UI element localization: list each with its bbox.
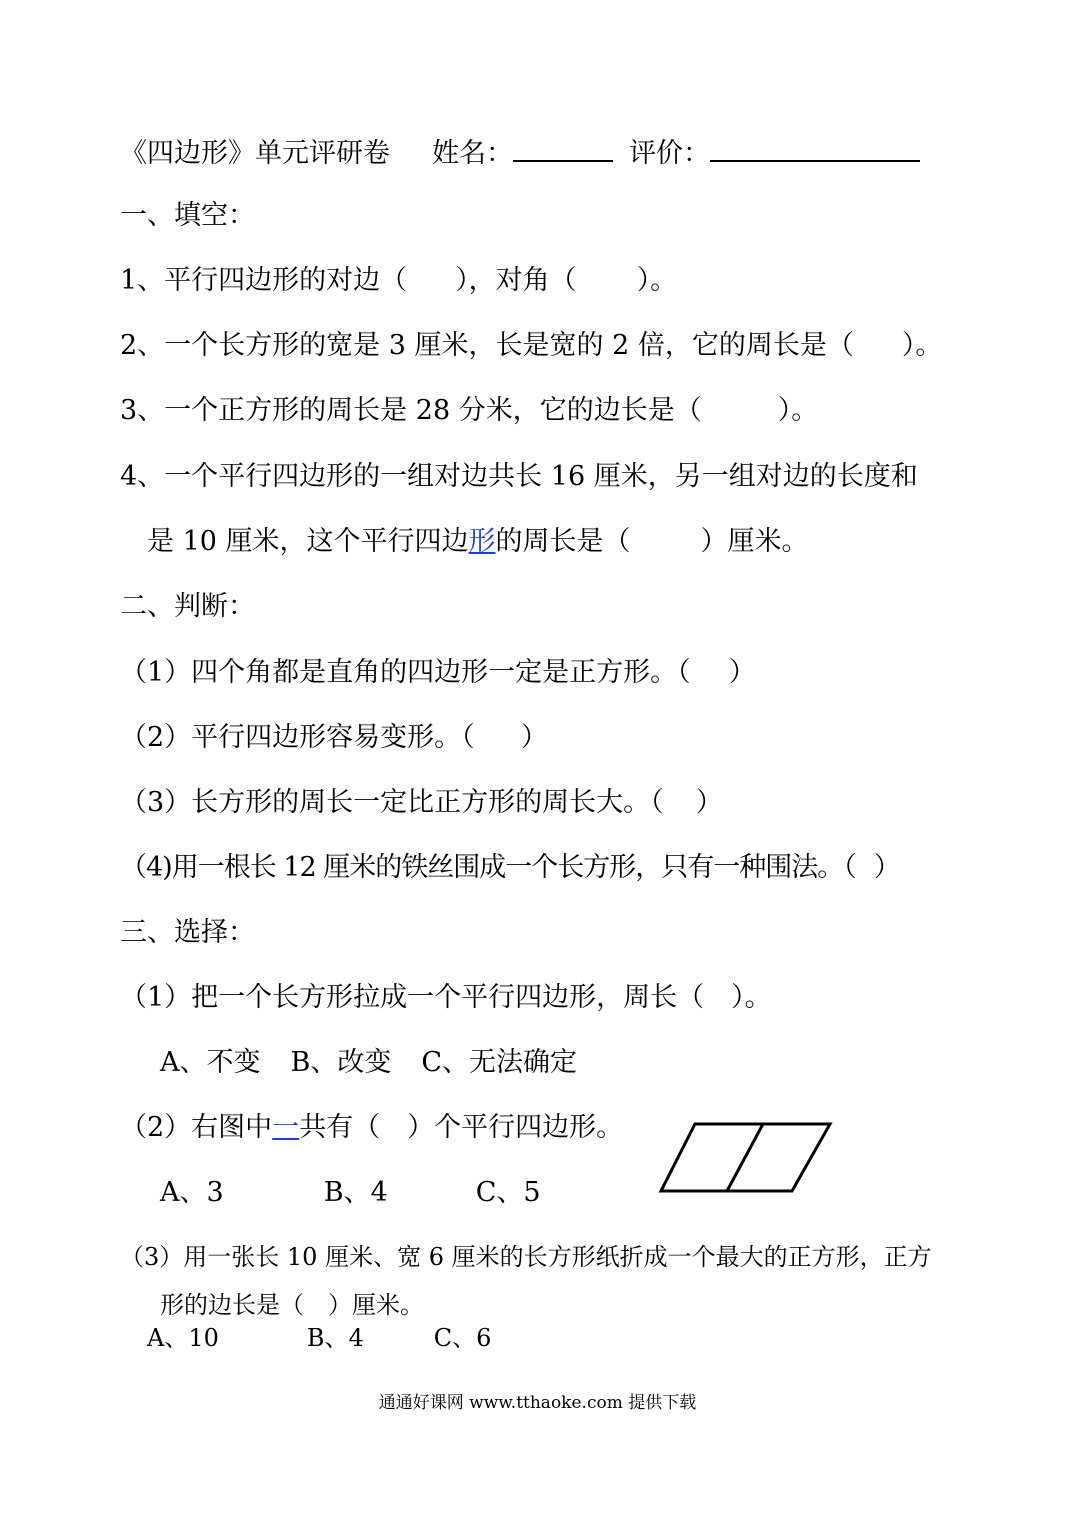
choice-question-3-line2: 形的边长是（ ）厘米。 xyxy=(160,1291,424,1319)
hyperlink-xing[interactable]: 形 xyxy=(468,526,496,557)
choice-option[interactable]: A、10 xyxy=(147,1324,219,1352)
name-blank[interactable] xyxy=(513,132,613,162)
page-footer: 通通好课网 www.tthaoke.com 提供下载 xyxy=(378,1393,697,1413)
judge-item: （2）平行四边形容易变形。（ ） xyxy=(120,722,548,753)
choice-question-3-line1: （3）用一张长 10 厘米、宽 6 厘米的长方形纸折成一个最大的正方形，正方 xyxy=(120,1243,932,1271)
choice-option[interactable]: B、4 xyxy=(323,1177,388,1208)
choice-option[interactable]: C、无法确定 xyxy=(421,1047,578,1078)
choice-option[interactable]: B、4 xyxy=(306,1324,364,1352)
fill-question-1: 1、平行四边形的对边（ ），对角（ ）。 xyxy=(120,265,678,296)
choice-options-3 xyxy=(147,1322,491,1354)
choice-question-2: （2）右图中一共有（ ）个平行四边形。 xyxy=(120,1112,624,1143)
choice-option[interactable]: B、改变 xyxy=(290,1047,392,1078)
choice-option[interactable]: C、6 xyxy=(433,1324,492,1352)
fill-question-4-line2: 是 10 厘米，这个平行四边形的周长是（ ）厘米。 xyxy=(147,526,809,557)
choice-option[interactable]: A、不变 xyxy=(160,1047,261,1078)
section2-heading: 二、判断： xyxy=(120,591,255,622)
judge-item: （3）长方形的周长一定比正方形的周长大。（ ） xyxy=(120,787,723,818)
parallelogram-figure xyxy=(655,1118,840,1198)
section3-heading: 三、选择： xyxy=(120,917,255,948)
section1-heading: 一、填空： xyxy=(120,200,255,231)
choice-option[interactable]: A、3 xyxy=(160,1177,224,1208)
score-label: 评价： xyxy=(629,138,710,169)
choice-option[interactable]: C、5 xyxy=(475,1177,541,1208)
hyperlink-yi[interactable]: 一 xyxy=(272,1112,300,1143)
choice-options-2 xyxy=(160,1175,541,1211)
name-label: 姓名： xyxy=(432,138,513,169)
choice-question-1: （1）把一个长方形拉成一个平行四边形，周长（ ）。 xyxy=(120,982,772,1013)
judge-item: （1）四个角都是直角的四边形一定是正方形。（ ） xyxy=(120,657,756,688)
exam-header xyxy=(120,132,920,172)
parallelogram-divider xyxy=(727,1124,763,1191)
exam-title: 《四边形》单元评研卷 xyxy=(120,138,390,169)
fill-question-4-line1: 4、一个平行四边形的一组对边共长 16 厘米，另一组对边的长度和 xyxy=(120,461,918,492)
score-blank[interactable] xyxy=(710,132,920,162)
fill-question-2: 2、一个长方形的宽是 3 厘米，长是宽的 2 倍，它的周长是（ ）。 xyxy=(120,330,943,361)
fill-question-3: 3、一个正方形的周长是 28 分米，它的边长是（ ）。 xyxy=(120,395,819,426)
judge-item: （4)用一根长 12 厘米的铁丝围成一个长方形，只有一种围法。（ ） xyxy=(120,852,900,883)
choice-options-1 xyxy=(160,1045,577,1081)
